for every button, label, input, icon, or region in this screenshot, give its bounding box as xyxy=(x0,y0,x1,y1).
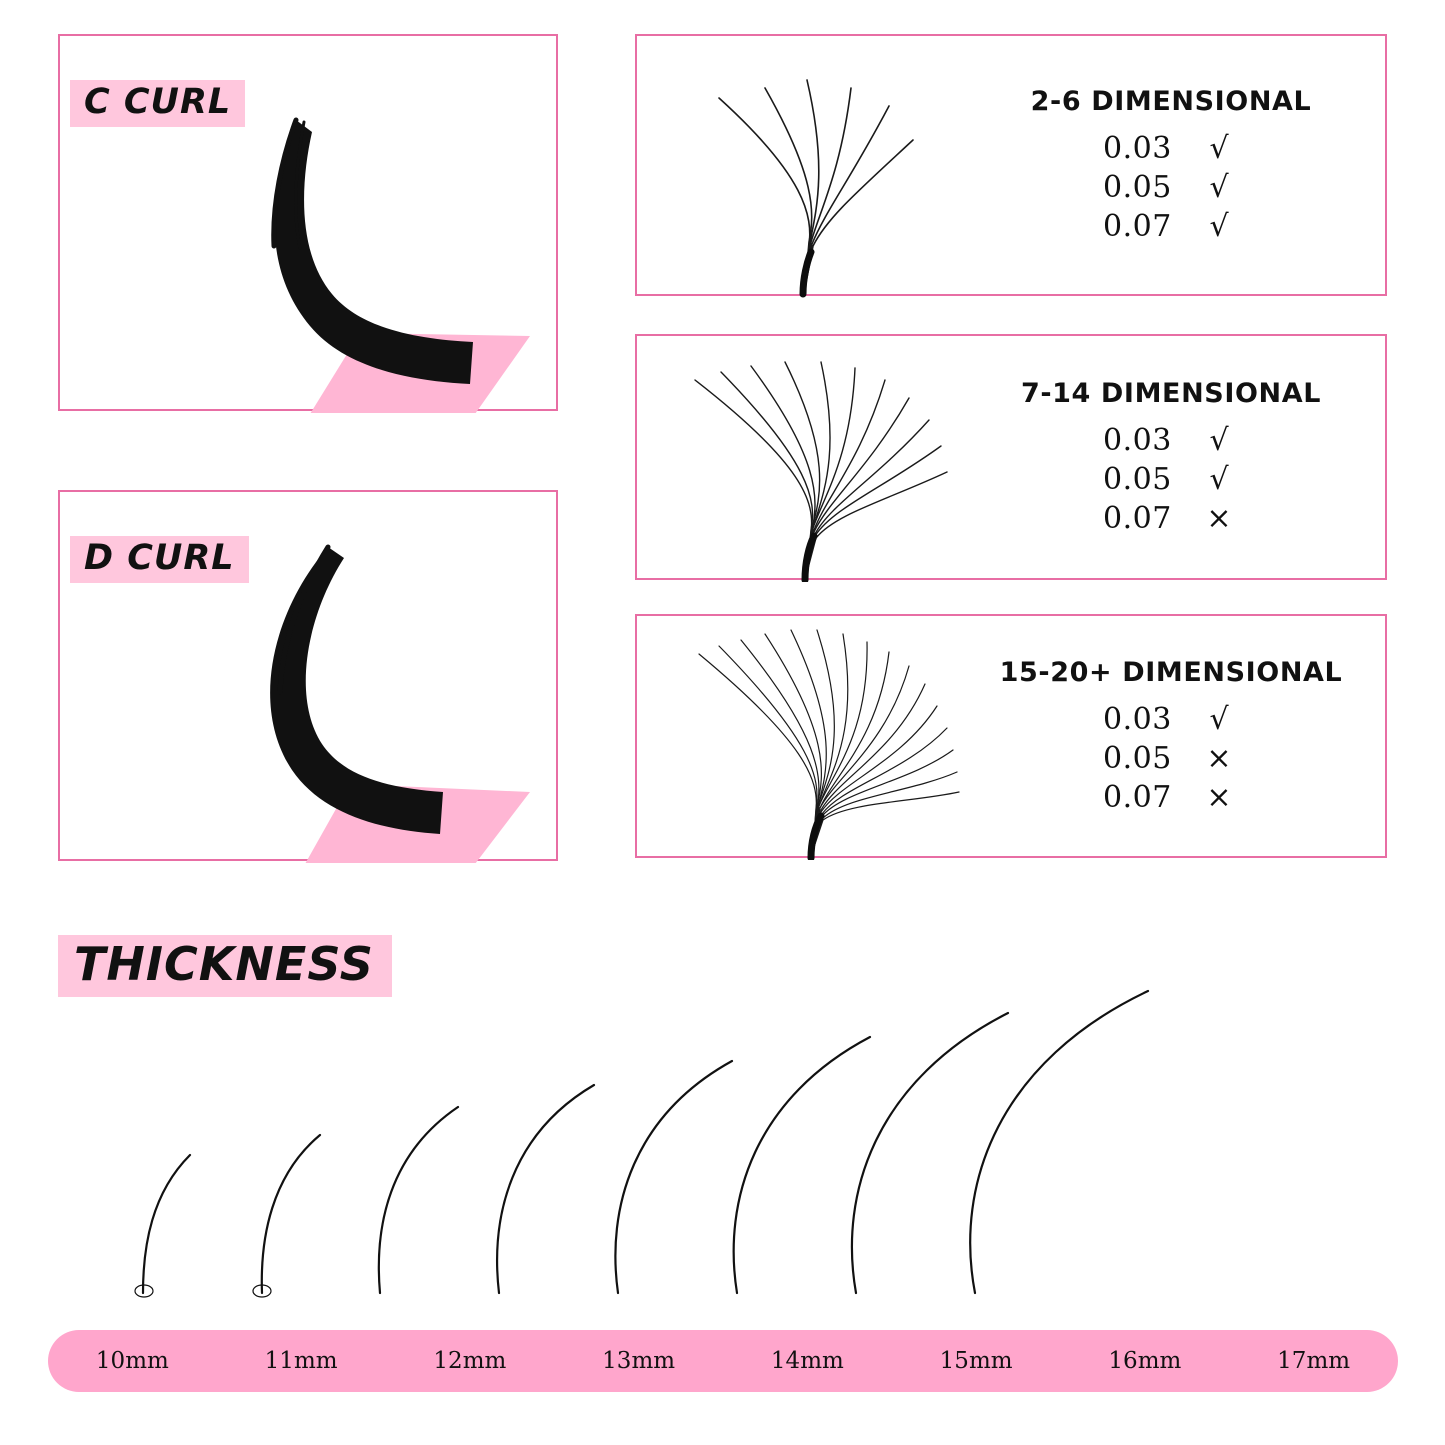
support-mark: × xyxy=(1206,741,1232,776)
thickness-value: 0.05 xyxy=(1103,462,1172,497)
dimensional-title: 7-14 DIMENSIONAL xyxy=(1020,378,1322,409)
thickness-support-list xyxy=(1103,131,1239,244)
thickness-support-row xyxy=(1103,501,1239,536)
thickness-value: 0.07 xyxy=(1103,780,1172,815)
length-label: 10mm xyxy=(95,1348,169,1374)
thickness-support-row xyxy=(1103,423,1239,458)
thickness-support-row xyxy=(1103,741,1239,776)
support-mark: √ xyxy=(1209,702,1229,737)
lash-length-illustrations xyxy=(40,975,1410,1315)
thickness-support-row xyxy=(1103,131,1239,166)
support-mark: × xyxy=(1206,501,1232,536)
support-mark: √ xyxy=(1209,209,1229,244)
thickness-support-row xyxy=(1103,780,1239,815)
fan-illustration-15-20 xyxy=(637,616,967,856)
length-scale-bar xyxy=(48,1330,1398,1392)
thickness-support-list xyxy=(1103,702,1239,815)
thickness-value: 0.03 xyxy=(1103,702,1172,737)
dimensional-panel-2-6 xyxy=(635,34,1387,296)
length-label: 15mm xyxy=(939,1348,1013,1374)
thickness-value: 0.05 xyxy=(1103,170,1172,205)
length-label: 12mm xyxy=(433,1348,507,1374)
thickness-support-row xyxy=(1103,702,1239,737)
support-mark: √ xyxy=(1209,462,1229,497)
dimensional-panel-15-20 xyxy=(635,614,1387,858)
thickness-support-row xyxy=(1103,462,1239,497)
thickness-value: 0.05 xyxy=(1103,741,1172,776)
thickness-value: 0.07 xyxy=(1103,501,1172,536)
d-curl-label: D CURL xyxy=(70,536,249,583)
thickness-support-row xyxy=(1103,209,1239,244)
thickness-support-list xyxy=(1103,423,1239,536)
length-label: 13mm xyxy=(602,1348,676,1374)
dimensional-title: 2-6 DIMENSIONAL xyxy=(1030,86,1312,117)
length-label: 11mm xyxy=(264,1348,338,1374)
thickness-support-row xyxy=(1103,170,1239,205)
fan-illustration-2-6 xyxy=(637,36,967,294)
support-mark: √ xyxy=(1209,170,1229,205)
length-label: 17mm xyxy=(1277,1348,1351,1374)
length-label: 16mm xyxy=(1108,1348,1182,1374)
thickness-section-label: THICKNESS xyxy=(58,935,392,997)
dimensional-panel-7-14 xyxy=(635,334,1387,580)
c-curl-panel xyxy=(58,34,558,411)
d-curl-panel xyxy=(58,490,558,861)
thickness-value: 0.03 xyxy=(1103,131,1172,166)
dimensional-title: 15-20+ DIMENSIONAL xyxy=(999,657,1343,688)
length-label: 14mm xyxy=(770,1348,844,1374)
c-curl-label: C CURL xyxy=(70,80,245,127)
thickness-value: 0.07 xyxy=(1103,209,1172,244)
support-mark: √ xyxy=(1209,423,1229,458)
thickness-value: 0.03 xyxy=(1103,423,1172,458)
support-mark: × xyxy=(1206,780,1232,815)
fan-illustration-7-14 xyxy=(637,336,967,578)
support-mark: √ xyxy=(1209,131,1229,166)
